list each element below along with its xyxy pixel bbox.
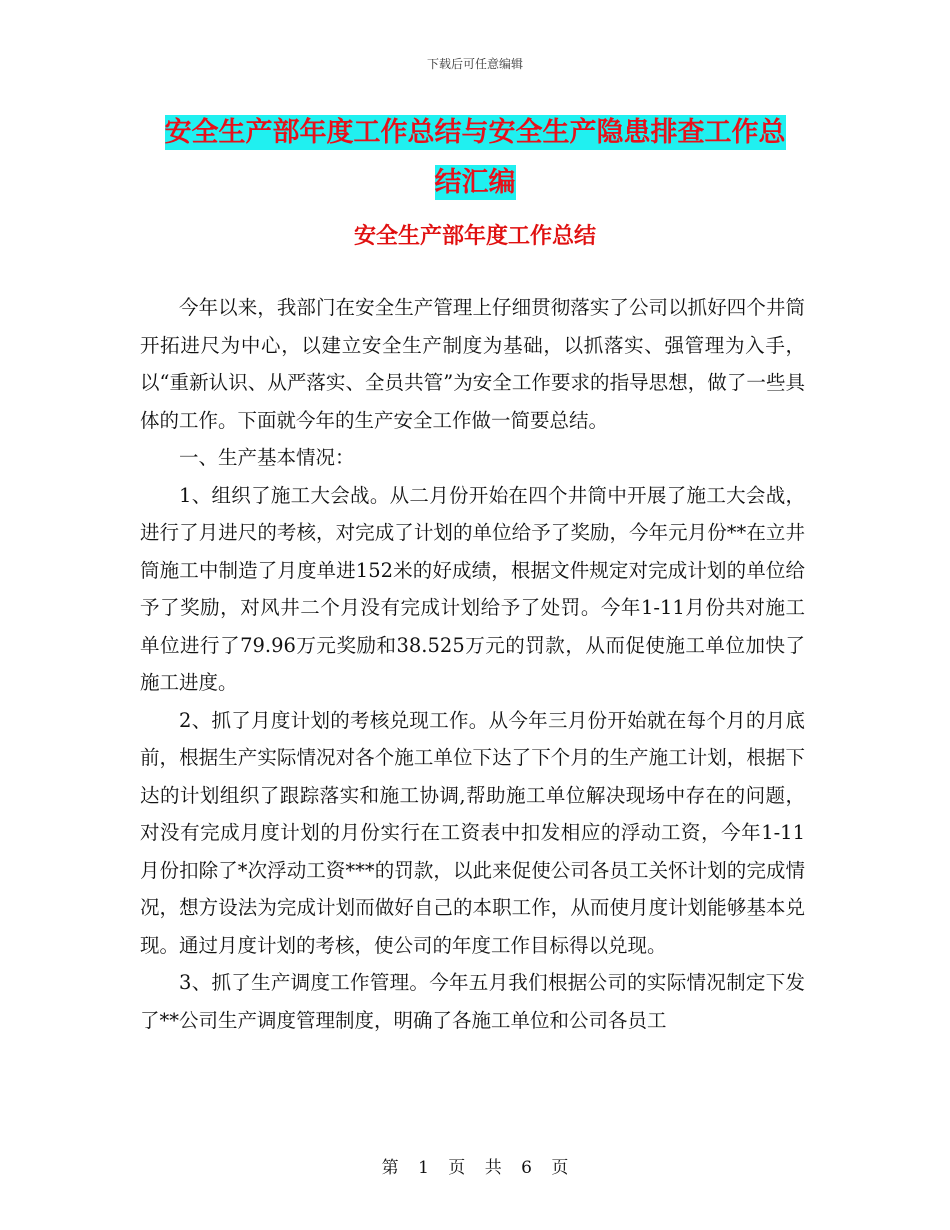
paragraph-intro: 今年以来，我部门在安全生产管理上仔细贯彻落实了公司以抓好四个井筒开拓进尺为中心，以建立安全生产制度为基础，以抓落实、强管理为入手，以“重新认识、从严落实、全员共管”为安全工作要求的指导思想，做了一些具体的工作。下面就今年的生产安全工作做一简要总结。 <box>140 296 805 432</box>
paragraph-heading-basic-situation: 一、生产基本情况： <box>179 446 355 469</box>
document-title-line2: 结汇编 <box>434 167 516 198</box>
page-footer <box>0 1153 950 1178</box>
footer-label-suffix: 页 <box>551 1158 569 1178</box>
document-title <box>140 108 810 208</box>
footer-label-page: 页 <box>448 1158 466 1178</box>
footer-label-prefix: 第 <box>381 1158 399 1178</box>
section-title: 安全生产部年度工作总结 <box>353 223 596 249</box>
document-title-line1: 安全生产部年度工作总结与安全生产隐患排查工作总 <box>164 117 786 148</box>
paragraph-item-1: 1、组织了施工大会战。从二月份开始在四个井筒中开展了施工大会战，进行了月进尺的考核，对完成了计划的单位给予了奖励，今年元月份**在立井筒施工中制造了月度单进152米的好成绩，根据文件规定对完成计划的单位给予了奖励，对风井二个月没有完成计划给予了处罚。今年1-11月份共对施工单位进行了79.96万元奖励和38.525万元的罚款，从而促使施工单位加快了施工进度。 <box>140 483 805 694</box>
paragraph-item-2: 2、抓了月度计划的考核兑现工作。从今年三月份开始就在每个月的月底前，根据生产实际情况对各个施工单位下达了下个月的生产施工计划，根据下达的计划组织了跟踪落实和施工协调,帮助施工单位解决现场中存在的问题，对没有完成月度计划的月份实行在工资表中扣发相应的浮动工资，今年1-11月份扣除了*次浮动工资***的罚款，以此来促使公司各员工关怀计划的完成情况，想方设法为完成计划而做好自己的本职工作，从而使月度计划能够基本兑现。通过月度计划的考核，使公司的年度工作目标得以兑现。 <box>140 708 805 957</box>
footer-label-total: 共 <box>484 1158 502 1178</box>
footer-page-total: 6 <box>521 1158 532 1178</box>
paragraph-item-3: 3、抓了生产调度工作管理。今年五月我们根据公司的实际情况制定下发了**公司生产调度管理制度，明确了各施工单位和公司各员工 <box>140 971 805 1032</box>
footer-page-current: 1 <box>418 1158 429 1178</box>
page-header-note: 下载后可任意编辑 <box>426 57 523 71</box>
document-body <box>140 289 805 1039</box>
